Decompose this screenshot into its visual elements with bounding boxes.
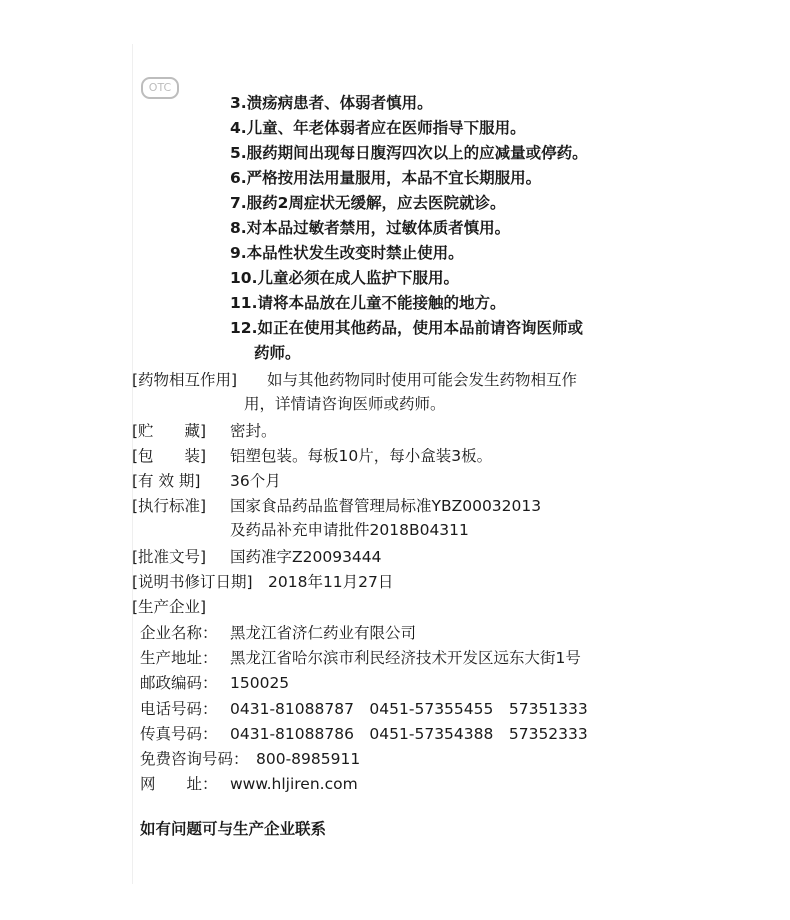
address-label: 生产地址：	[140, 649, 218, 667]
package-value: 铝塑包装。每板10片，每小盒装3板。	[230, 447, 493, 465]
otc-badge: OTC	[141, 77, 179, 99]
revision-label: [说明书修订日期]	[132, 573, 253, 591]
standard-label: [执行标准]	[132, 497, 207, 515]
contact-note: 如有问题可与生产企业联系	[140, 820, 327, 838]
hotline-value: 800-8985911	[256, 750, 361, 768]
validity-value: 36个月	[230, 472, 281, 490]
fax-value: 0431-81088786 0451-57354388 57352333	[230, 725, 588, 743]
precaution-11: 11.请将本品放在儿童不能接触的地方。	[230, 294, 506, 312]
standard-value-2: 及药品补充申请批件2018B04311	[230, 521, 469, 539]
storage-label: [贮 藏]	[132, 422, 207, 440]
website-value: www.hljiren.com	[230, 775, 358, 793]
precaution-4: 4.儿童、年老体弱者应在医师指导下服用。	[230, 119, 526, 137]
approval-value: 国药准字Z20093444	[230, 548, 382, 566]
postcode-label: 邮政编码：	[140, 674, 218, 692]
precaution-5: 5.服药期间出现每日腹泻四次以上的应减量或停药。	[230, 144, 588, 162]
phone-value: 0431-81088787 0451-57355455 57351333	[230, 700, 588, 718]
postcode-value: 150025	[230, 674, 290, 692]
precaution-3: 3.溃疡病患者、体弱者慎用。	[230, 94, 433, 112]
precaution-12-cont: 药师。	[254, 344, 301, 362]
precaution-7: 7.服药2周症状无缓解，应去医院就诊。	[230, 194, 506, 212]
fax-label: 传真号码：	[140, 725, 218, 743]
revision-value: 2018年11月27日	[268, 573, 394, 591]
website-label: 网 址：	[140, 775, 218, 793]
approval-label: [批准文号]	[132, 548, 207, 566]
package-label: [包 装]	[132, 447, 207, 465]
address-value: 黑龙江省哈尔滨市利民经济技术开发区远东大街1号	[230, 649, 581, 667]
interaction-text-1: 如与其他药物同时使用可能会发生药物相互作	[267, 371, 578, 389]
validity-label: [有 效 期]	[132, 472, 201, 490]
standard-value-1: 国家食品药品监督管理局标准YBZ00032013	[230, 497, 542, 515]
manufacturer-heading: [生产企业]	[132, 598, 207, 616]
interaction-text-2: 用，详情请咨询医师或药师。	[244, 395, 446, 413]
precaution-6: 6.严格按用法用量服用，本品不宜长期服用。	[230, 169, 542, 187]
phone-label: 电话号码：	[140, 700, 218, 718]
precaution-9: 9.本品性状发生改变时禁止使用。	[230, 244, 464, 262]
storage-value: 密封。	[230, 422, 277, 440]
company-name-label: 企业名称：	[140, 624, 218, 642]
interaction-label: [药物相互作用]	[132, 371, 238, 389]
company-name-value: 黑龙江省济仁药业有限公司	[230, 624, 417, 642]
hotline-label: 免费咨询号码：	[140, 750, 249, 768]
precaution-10: 10.儿童必须在成人监护下服用。	[230, 269, 459, 287]
precaution-8: 8.对本品过敏者禁用，过敏体质者慎用。	[230, 219, 511, 237]
precaution-12: 12.如正在使用其他药品，使用本品前请咨询医师或	[230, 319, 583, 337]
